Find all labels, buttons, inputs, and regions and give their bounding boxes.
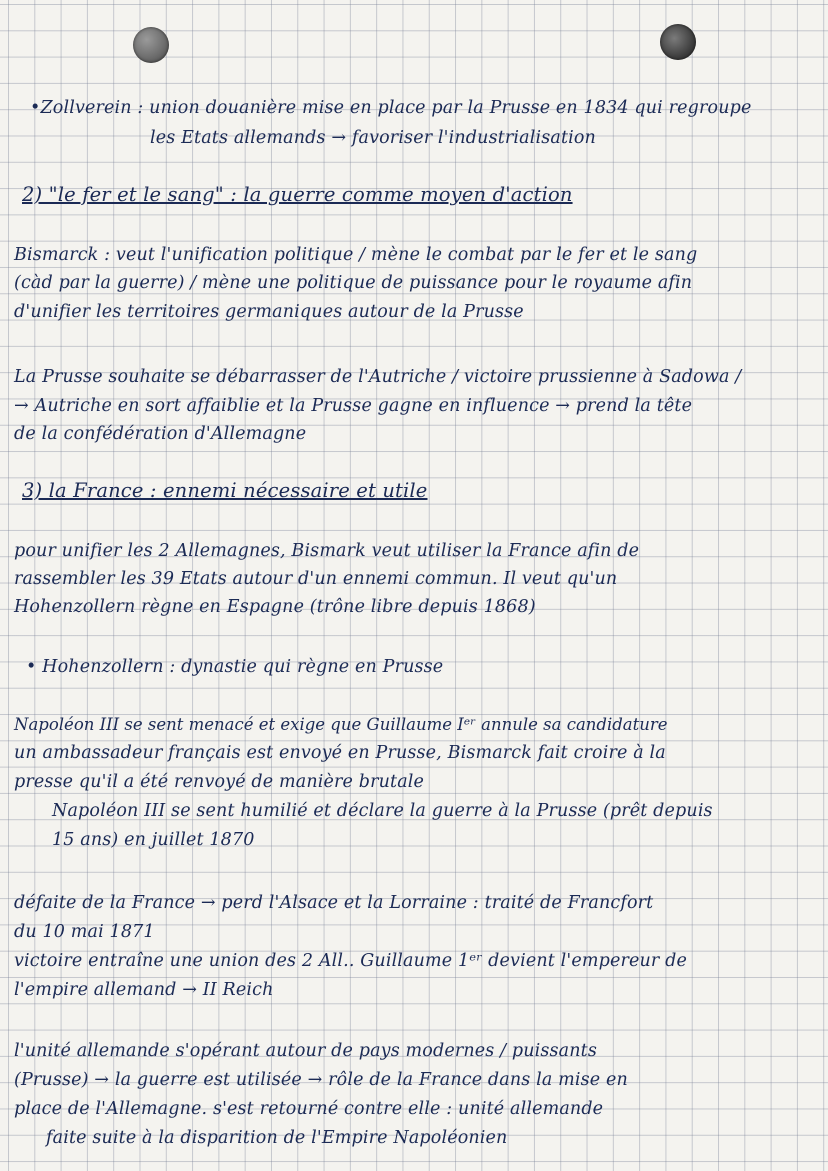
heading-2: 2) "le fer et le sang" : la guerre comme moyen d'action — [22, 183, 573, 206]
line-25: (Prusse) → la guerre est utilisée → rôle de la France dans la mise en — [14, 1070, 628, 1090]
line-16: un ambassadeur français est envoyé en Prusse, Bismarck fait croire à la — [14, 743, 666, 763]
line-13: Hohenzollern règne en Espagne (trône libre depuis 1868) — [14, 597, 536, 617]
line-04: Bismarck : veut l'unification politique / mène le combat par le fer et le sang — [14, 245, 698, 265]
punch-hole-left — [133, 27, 169, 63]
line-26: place de l'Allemagne. s'est retourné contre elle : unité allemande — [14, 1099, 604, 1119]
line-20: défaite de la France → perd l'Alsace et la Lorraine : traité de Francfort — [14, 893, 654, 913]
line-23: l'empire allemand → II Reich — [14, 980, 274, 1000]
line-19: 15 ans) en juillet 1870 — [52, 830, 255, 850]
line-17: presse qu'il a été renvoyé de manière brutale — [14, 772, 425, 792]
line-08: → Autriche en sort affaiblie et la Prusse gagne en influence → prend la tête — [14, 396, 693, 416]
line-02: les Etats allemands → favoriser l'industrialisation — [150, 128, 596, 148]
line-21: du 10 mai 1871 — [14, 922, 155, 942]
line-24: l'unité allemande s'opérant autour de pays modernes / puissants — [14, 1041, 597, 1061]
line-09: de la confédération d'Allemagne — [14, 424, 307, 444]
line-hohenzollern: • Hohenzollern : dynastie qui règne en Prusse — [26, 657, 444, 677]
line-15: Napoléon III se sent menacé et exige que Guillaume Iᵉʳ annule sa candidature — [14, 715, 668, 734]
line-27: faite suite à la disparition de l'Empire Napoléonien — [46, 1128, 508, 1148]
line-18: Napoléon III se sent humilié et déclare la guerre à la Prusse (prêt depuis — [52, 801, 713, 821]
line-05: (càd par la guerre) / mène une politique de puissance pour le royaume afin — [14, 273, 693, 293]
heading-3: 3) la France : ennemi nécessaire et utile — [22, 479, 428, 502]
line-zollverein: •Zollverein : union douanière mise en place par la Prusse en 1834 qui regroupe — [30, 98, 752, 118]
line-07: La Prusse souhaite se débarrasser de l'Autriche / victoire prussienne à Sadowa / — [14, 367, 742, 387]
line-11: pour unifier les 2 Allemagnes, Bismark veut utiliser la France afin de — [14, 541, 640, 561]
line-22: victoire entraîne une union des 2 All.. Guillaume 1ᵉʳ devient l'empereur de — [14, 951, 687, 971]
line-06: d'unifier les territoires germaniques autour de la Prusse — [14, 302, 524, 322]
punch-hole-right — [660, 24, 696, 60]
line-12: rassembler les 39 Etats autour d'un ennemi commun. Il veut qu'un — [14, 569, 618, 589]
